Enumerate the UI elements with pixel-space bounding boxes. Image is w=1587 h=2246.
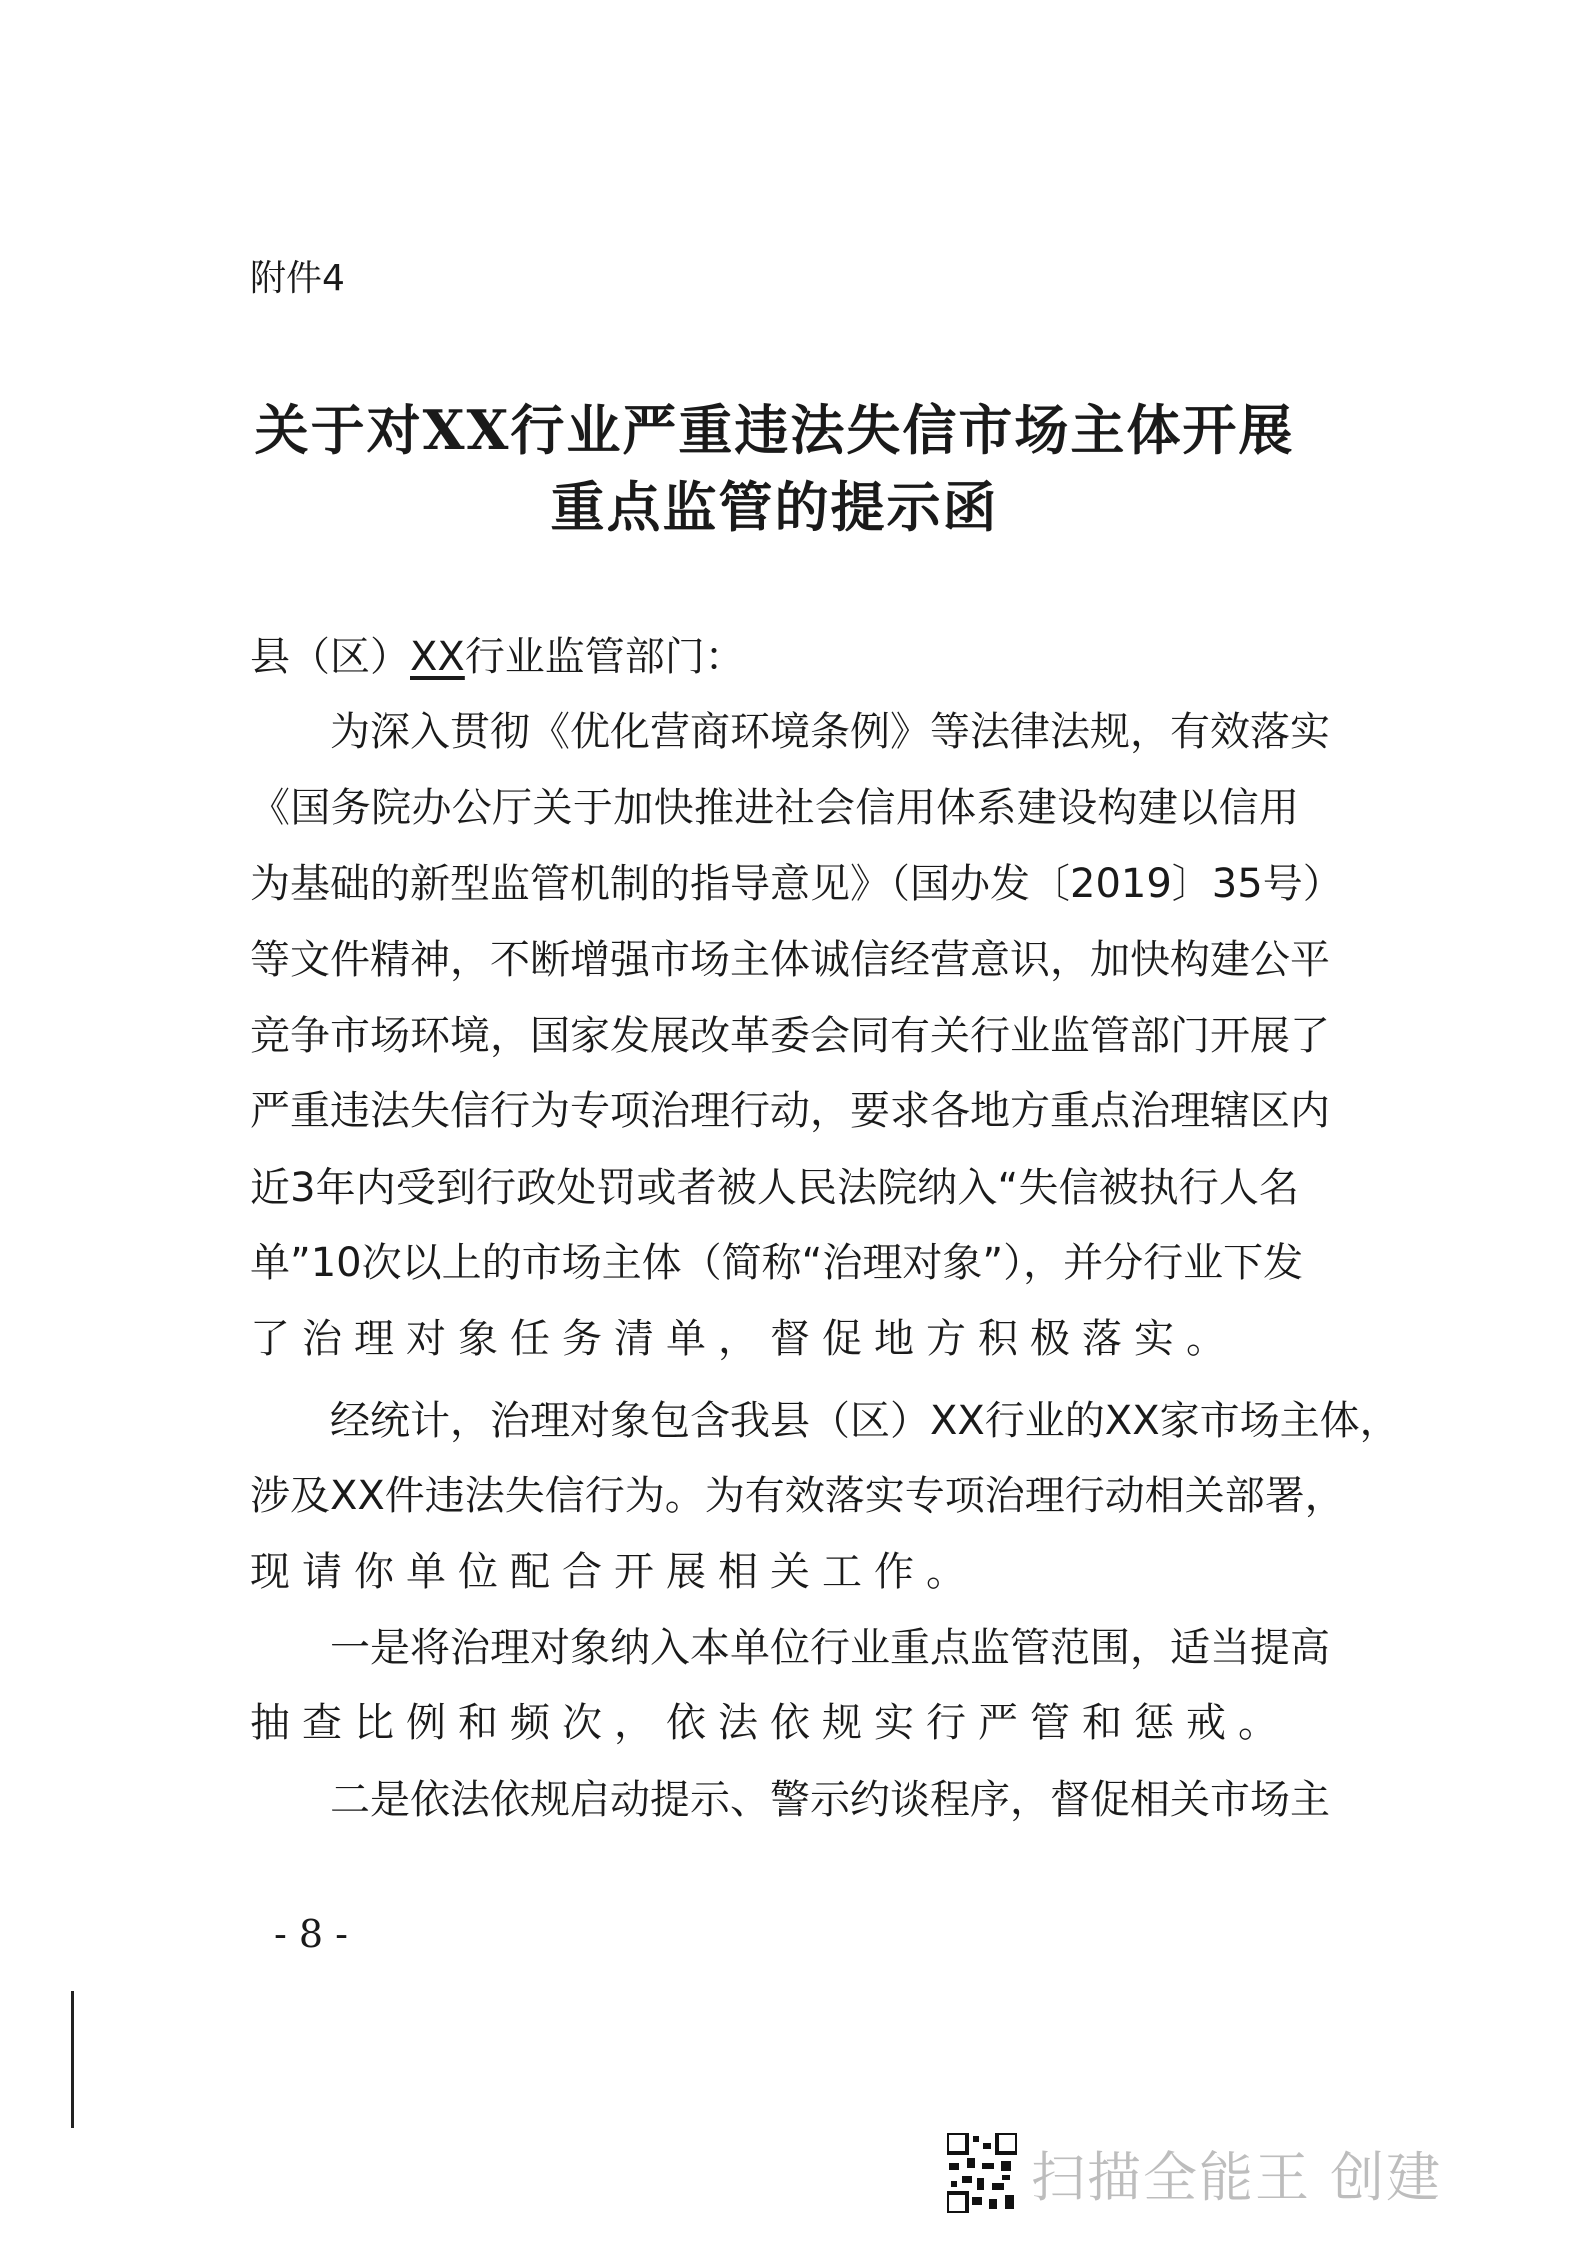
page-number: - 8 - xyxy=(274,1912,349,1956)
body-line: 一是将治理对象纳入本单位行业重点监管范围，适当提高 xyxy=(330,1625,1330,1671)
salutation xyxy=(250,632,1299,682)
scan-edge-line xyxy=(71,1991,74,2128)
body-line: 《国务院办公厅关于加快推进社会信用体系建设构建以信用 xyxy=(250,785,1299,831)
body-line: 等文件精神，不断增强市场主体诚信经营意识，加快构建公平 xyxy=(250,937,1330,983)
salutation-industry: XX xyxy=(410,634,465,680)
qr-code-icon xyxy=(947,2133,1017,2213)
watermark-text: 扫描全能王 创建 xyxy=(1031,2145,1443,2209)
body-line: 为深入贯彻《优化营商环境条例》等法律法规，有效落实 xyxy=(330,709,1330,755)
body-line: 竞争市场环境，国家发展改革委会同有关行业监管部门开展了 xyxy=(250,1013,1330,1059)
body-line: 为基础的新型监管机制的指导意见》（国办发〔2019〕35号） xyxy=(250,861,1343,907)
body-line: 现请你单位配合开展相关工作。 xyxy=(250,1549,978,1595)
body-line: 二是依法依规启动提示、警示约谈程序，督促相关市场主 xyxy=(330,1777,1330,1823)
document-title-line-1: 关于对XX行业严重违法失信市场主体开展 xyxy=(254,398,1295,462)
body-line: 抽查比例和频次，依法依规实行严管和惩戒。 xyxy=(250,1700,1290,1746)
scanner-watermark xyxy=(947,2133,1442,2213)
body-line: 经统计，治理对象包含我县（区）XX行业的XX家市场主体， xyxy=(330,1398,1400,1444)
body-line: 严重违法失信行为专项治理行动，要求各地方重点治理辖区内 xyxy=(250,1088,1330,1134)
attachment-label: 附件4 xyxy=(250,258,345,299)
body-line: 涉及XX件违法失信行为。为有效落实专项治理行动相关部署， xyxy=(250,1473,1345,1519)
body-line: 单”10次以上的市场主体（简称“治理对象”），并分行业下发 xyxy=(250,1240,1304,1286)
document-title-line-2: 重点监管的提示函 xyxy=(550,475,999,539)
body-line: 了治理对象任务清单，督促地方积极落实。 xyxy=(250,1316,1238,1362)
salutation-suffix: 行业监管部门： xyxy=(464,634,745,680)
salutation-prefix: 县（区） xyxy=(250,634,410,680)
body-line: 近3年内受到行政处罚或者被人民法院纳入“失信被执行人名 xyxy=(250,1165,1299,1211)
